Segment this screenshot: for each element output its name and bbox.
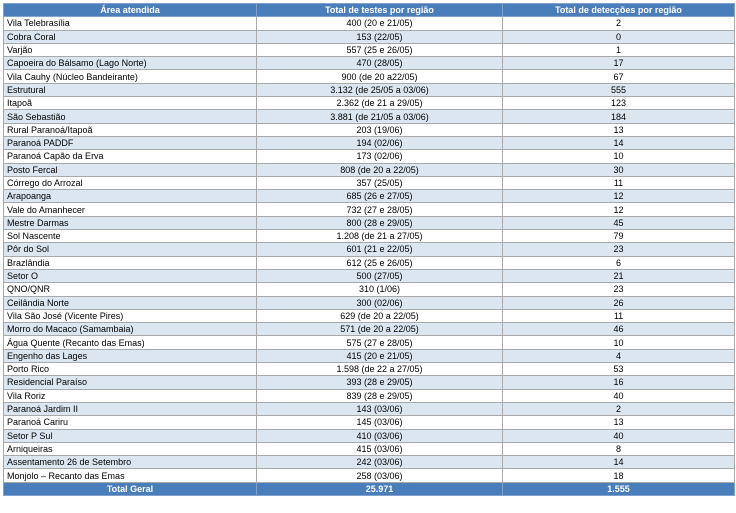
area-cell: Água Quente (Recanto das Emas) [4,336,257,349]
tests-cell: 900 (de 20 a22/05) [257,70,503,83]
tests-cell: 601 (21 e 22/05) [257,243,503,256]
table-row [4,163,735,176]
area-cell: Posto Fercal [4,163,257,176]
table-row [4,123,735,136]
tests-cell: 685 (26 e 27/05) [257,190,503,203]
detections-cell: 53 [503,363,735,376]
area-cell: Sol Nascente [4,230,257,243]
table-row [4,97,735,110]
area-cell: Monjolo – Recanto das Emas [4,469,257,482]
tests-cell: 3.881 (de 21/05 a 03/06) [257,110,503,123]
header-detections: Total de detecções por região [503,4,735,17]
detections-cell: 17 [503,57,735,70]
total-label: Total Geral [4,482,257,495]
detections-cell: 8 [503,442,735,455]
tests-cell: 808 (de 20 a 22/05) [257,163,503,176]
table-row [4,323,735,336]
table-row [4,176,735,189]
table-row [4,416,735,429]
tests-cell: 400 (20 e 21/05) [257,17,503,30]
tests-cell: 2.362 (de 21 a 29/05) [257,97,503,110]
area-cell: Paranoá Capão da Erva [4,150,257,163]
tests-cell: 839 (28 e 29/05) [257,389,503,402]
table-row [4,30,735,43]
detections-cell: 23 [503,283,735,296]
area-cell: Pôr do Sol [4,243,257,256]
area-cell: Córrego do Arrozal [4,176,257,189]
tests-cell: 173 (02/06) [257,150,503,163]
area-cell: Morro do Macaco (Samambaia) [4,323,257,336]
tests-cell: 143 (03/06) [257,402,503,415]
area-cell: São Sebastião [4,110,257,123]
detections-cell: 4 [503,349,735,362]
area-cell: Residencial Paraíso [4,376,257,389]
table-row [4,402,735,415]
detections-cell: 11 [503,176,735,189]
area-cell: Vale do Amanhecer [4,203,257,216]
table-header [4,4,735,17]
table-row [4,296,735,309]
area-cell: Setor P Sul [4,429,257,442]
tests-cell: 1.598 (de 22 a 27/05) [257,363,503,376]
tests-cell: 258 (03/06) [257,469,503,482]
table-row [4,83,735,96]
table-row [4,469,735,482]
tests-cell: 415 (03/06) [257,442,503,455]
table-row [4,309,735,322]
area-cell: Brazlândia [4,256,257,269]
detections-cell: 11 [503,309,735,322]
area-cell: Varjão [4,43,257,56]
area-cell: Vila Telebrasília [4,17,257,30]
tests-cell: 557 (25 e 26/05) [257,43,503,56]
area-cell: Setor O [4,269,257,282]
area-cell: Vila Cauhy (Núcleo Bandeirante) [4,70,257,83]
detections-cell: 10 [503,150,735,163]
tests-cell: 310 (1/06) [257,283,503,296]
detections-cell: 26 [503,296,735,309]
area-cell: Assentamento 26 de Setembro [4,456,257,469]
table-row [4,136,735,149]
area-cell: Vila Roriz [4,389,257,402]
header-row [4,4,735,17]
detections-cell: 2 [503,17,735,30]
detections-cell: 184 [503,110,735,123]
area-cell: Paranoá Jardim II [4,402,257,415]
area-cell: Arniqueiras [4,442,257,455]
detections-cell: 16 [503,376,735,389]
detections-cell: 79 [503,230,735,243]
table-footer [4,482,735,495]
tests-cell: 3.132 (de 25/05 a 03/06) [257,83,503,96]
table-row [4,17,735,30]
tests-cell: 145 (03/06) [257,416,503,429]
table-row [4,376,735,389]
header-area: Área atendida [4,4,257,17]
detections-cell: 67 [503,70,735,83]
detections-cell: 23 [503,243,735,256]
area-cell: Paranoá Cariru [4,416,257,429]
total-detections: 1.555 [503,482,735,495]
detections-cell: 555 [503,83,735,96]
tests-cell: 410 (03/06) [257,429,503,442]
tests-cell: 153 (22/05) [257,30,503,43]
area-cell: Mestre Darmas [4,216,257,229]
tests-cell: 470 (28/05) [257,57,503,70]
tests-cell: 732 (27 e 28/05) [257,203,503,216]
table-row [4,150,735,163]
detections-cell: 21 [503,269,735,282]
tests-cell: 800 (28 e 29/05) [257,216,503,229]
area-cell: Estrutural [4,83,257,96]
detections-cell: 40 [503,389,735,402]
area-cell: Itapoã [4,97,257,110]
detections-cell: 2 [503,402,735,415]
tests-cell: 571 (de 20 a 22/05) [257,323,503,336]
tests-cell: 629 (de 20 a 22/05) [257,309,503,322]
table-row [4,363,735,376]
table-body [4,17,735,482]
table-row [4,256,735,269]
table-row [4,283,735,296]
area-cell: Arapoanga [4,190,257,203]
area-cell: Capoeira do Bálsamo (Lago Norte) [4,57,257,70]
header-tests: Total de testes por região [257,4,503,17]
table-row [4,43,735,56]
tests-cell: 357 (25/05) [257,176,503,189]
tests-cell: 194 (02/06) [257,136,503,149]
detections-cell: 13 [503,123,735,136]
detections-cell: 30 [503,163,735,176]
detections-cell: 123 [503,97,735,110]
tests-cell: 612 (25 e 26/05) [257,256,503,269]
area-cell: Cobra Coral [4,30,257,43]
tests-cell: 242 (03/06) [257,456,503,469]
detections-cell: 12 [503,203,735,216]
detections-cell: 1 [503,43,735,56]
table-row [4,190,735,203]
table-row [4,349,735,362]
tests-cell: 575 (27 e 28/05) [257,336,503,349]
table-row [4,429,735,442]
tests-cell: 1.208 (de 21 a 27/05) [257,230,503,243]
area-cell: Ceilândia Norte [4,296,257,309]
detections-cell: 14 [503,456,735,469]
table-row [4,389,735,402]
detections-cell: 40 [503,429,735,442]
detections-cell: 45 [503,216,735,229]
testing-results-table [3,3,735,496]
table-row [4,110,735,123]
detections-cell: 10 [503,336,735,349]
area-cell: Vila São José (Vicente Pires) [4,309,257,322]
tests-cell: 415 (20 e 21/05) [257,349,503,362]
total-row [4,482,735,495]
table-row [4,243,735,256]
area-cell: QNO/QNR [4,283,257,296]
table-row [4,203,735,216]
tests-cell: 500 (27/05) [257,269,503,282]
table-row [4,230,735,243]
detections-cell: 13 [503,416,735,429]
detections-cell: 0 [503,30,735,43]
table-row [4,442,735,455]
table-row [4,57,735,70]
table-row [4,456,735,469]
table-row [4,216,735,229]
detections-cell: 14 [503,136,735,149]
total-tests: 25.971 [257,482,503,495]
detections-cell: 12 [503,190,735,203]
tests-cell: 300 (02/06) [257,296,503,309]
tests-cell: 393 (28 e 29/05) [257,376,503,389]
detections-cell: 6 [503,256,735,269]
table-row [4,70,735,83]
detections-cell: 18 [503,469,735,482]
area-cell: Rural Paranoá/Itapoã [4,123,257,136]
table-row [4,269,735,282]
area-cell: Engenho das Lages [4,349,257,362]
detections-cell: 46 [503,323,735,336]
table-row [4,336,735,349]
area-cell: Porto Rico [4,363,257,376]
area-cell: Paranoá PADDF [4,136,257,149]
tests-cell: 203 (19/06) [257,123,503,136]
